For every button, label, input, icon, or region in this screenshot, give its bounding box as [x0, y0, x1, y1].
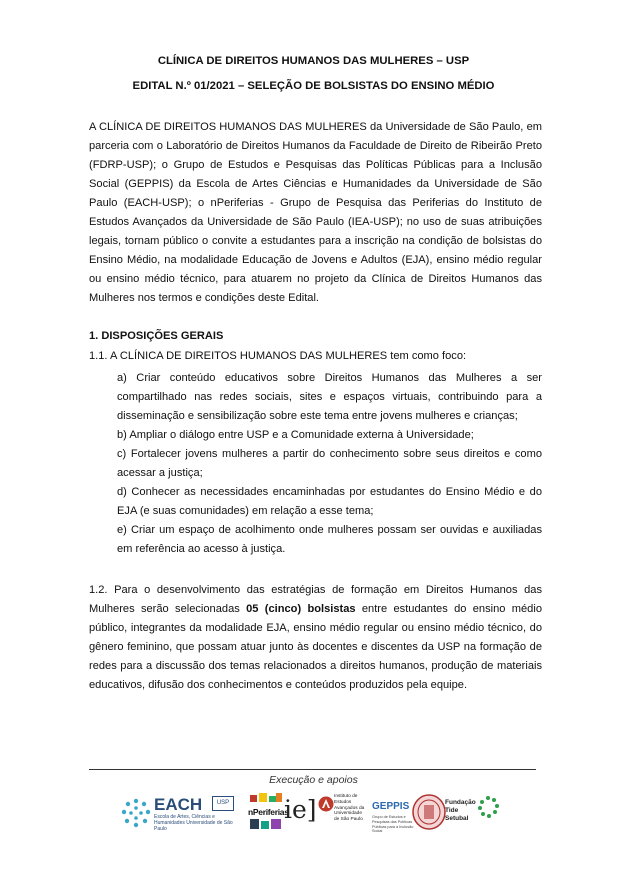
geppis-logo-subtitle: Grupo de Estudos e Pesquisas das Políticas Públicas para a Inclusão Social	[372, 815, 414, 834]
list-item: c) Fortalecer jovens mulheres a partir do conhecimento sobre seus direitos e como acessar a justiça;	[117, 448, 542, 479]
footer-caption: Execução e apoios	[269, 774, 358, 786]
sponsor-logos	[120, 793, 510, 833]
nperiferias-logo: nPeriferias	[248, 807, 289, 817]
document-title: CLÍNICA DE DIREITOS HUMANOS DAS MULHERES – USP	[157, 55, 470, 67]
tide-setubal-logo: Fundação Tide Setubal	[445, 799, 476, 822]
tide-setubal-icon	[476, 795, 500, 819]
usp-logo: USP	[212, 796, 234, 811]
focus-list	[117, 369, 542, 559]
item-1-2-bold: 05 (cinco) bolsistas	[246, 603, 356, 615]
document-subtitle: EDITAL N.º 01/2021 – SELEÇÃO DE BOLSISTAS DO ENSINO MÉDIO	[132, 80, 495, 92]
item-1-1: 1.1. A CLÍNICA DE DIREITOS HUMANOS DAS MULHERES tem como foco:	[89, 350, 467, 362]
item-1-2-text: 1.2. Para o desenvolvimento das estratégias de formação em Direitos Humanos das Mulheres serão selecionadas	[89, 584, 542, 615]
each-logo-text: EACH	[154, 795, 203, 814]
item-1-2	[89, 581, 542, 695]
list-item: b) Ampliar o diálogo entre USP e a Comunidade externa à Universidade;	[117, 429, 474, 441]
list-item: a) Criar conteúdo educativos sobre Direitos Humanos das Mulheres a ser compartilhado nas redes sociais, sites e espaços virtuais, contribuindo para a disseminação e sensibilização sobre este tema entre jovens mulheres e crianças;	[117, 372, 542, 422]
fdrp-seal-icon	[412, 794, 446, 830]
intro-paragraph: A CLÍNICA DE DIREITOS HUMANOS DAS MULHERES da Universidade de São Paulo, em parceria com o Laboratório de Direitos Humanos da Faculdade de Direito de Ribeirão Preto (FDRP-USP); o Grupo de Estudos e Pesquisas das Políticas Públicas para a Inclusão Social (GEPPIS) da Escola de Artes Ciências e Humanidades da Universidade de São Paulo (EACH-USP); o nPeriferias - Grupo de Pesquisa das Periferias do Instituto de Estudos Avançados da Universidade de São Paulo (IEA-USP); no uso de suas atribuições legais, tornam público o convite a estudantes para a inscrição na condição de bolsistas do Ensino Médio, na modalidade Educação de Jovens e Adultos (EJA), ensino médio regular ou ensino médio técnico, para atuarem no projeto da Clínica de Direitos Humanos das Mulheres nos termos e condições deste Edital.	[89, 121, 542, 304]
each-logo-icon	[120, 797, 152, 829]
each-logo-subtitle: Escola de Artes, Ciências e Humanidades Universidade de São Paulo	[154, 814, 233, 832]
list-item: e) Criar um espaço de acolhimento onde mulheres possam ser ouvidas e auxiliadas em referência ao acesso à justiça.	[117, 524, 542, 555]
section-title: 1. DISPOSIÇÕES GERAIS	[89, 330, 224, 342]
footer-divider	[89, 769, 536, 770]
geppis-logo: GEPPIS	[372, 801, 410, 812]
iea-logo-text: Instituto de Estudos Avançados da Universidade de São Paulo	[334, 794, 365, 823]
iea-logo-icon	[318, 796, 334, 812]
item-1-2-text-end: entre estudantes do ensino médio público, integrantes da modalidade EJA, ensino médio regular ou ensino médio técnico, do gênero feminino, que possam atuar junto às docentes e discentes da USP na formação de redes para a discussão dos temas relacionados a direitos humanos, produção de materiais educativos, difusão dos conhecimentos e conteúdos produzidos pela equipe.	[89, 603, 542, 691]
list-item: d) Conhecer as necessidades encaminhadas por estudantes do Ensino Médio e do EJA (e suas comunidades) em relação a esse tema;	[117, 486, 542, 517]
ie-logo: ie]	[284, 795, 317, 824]
